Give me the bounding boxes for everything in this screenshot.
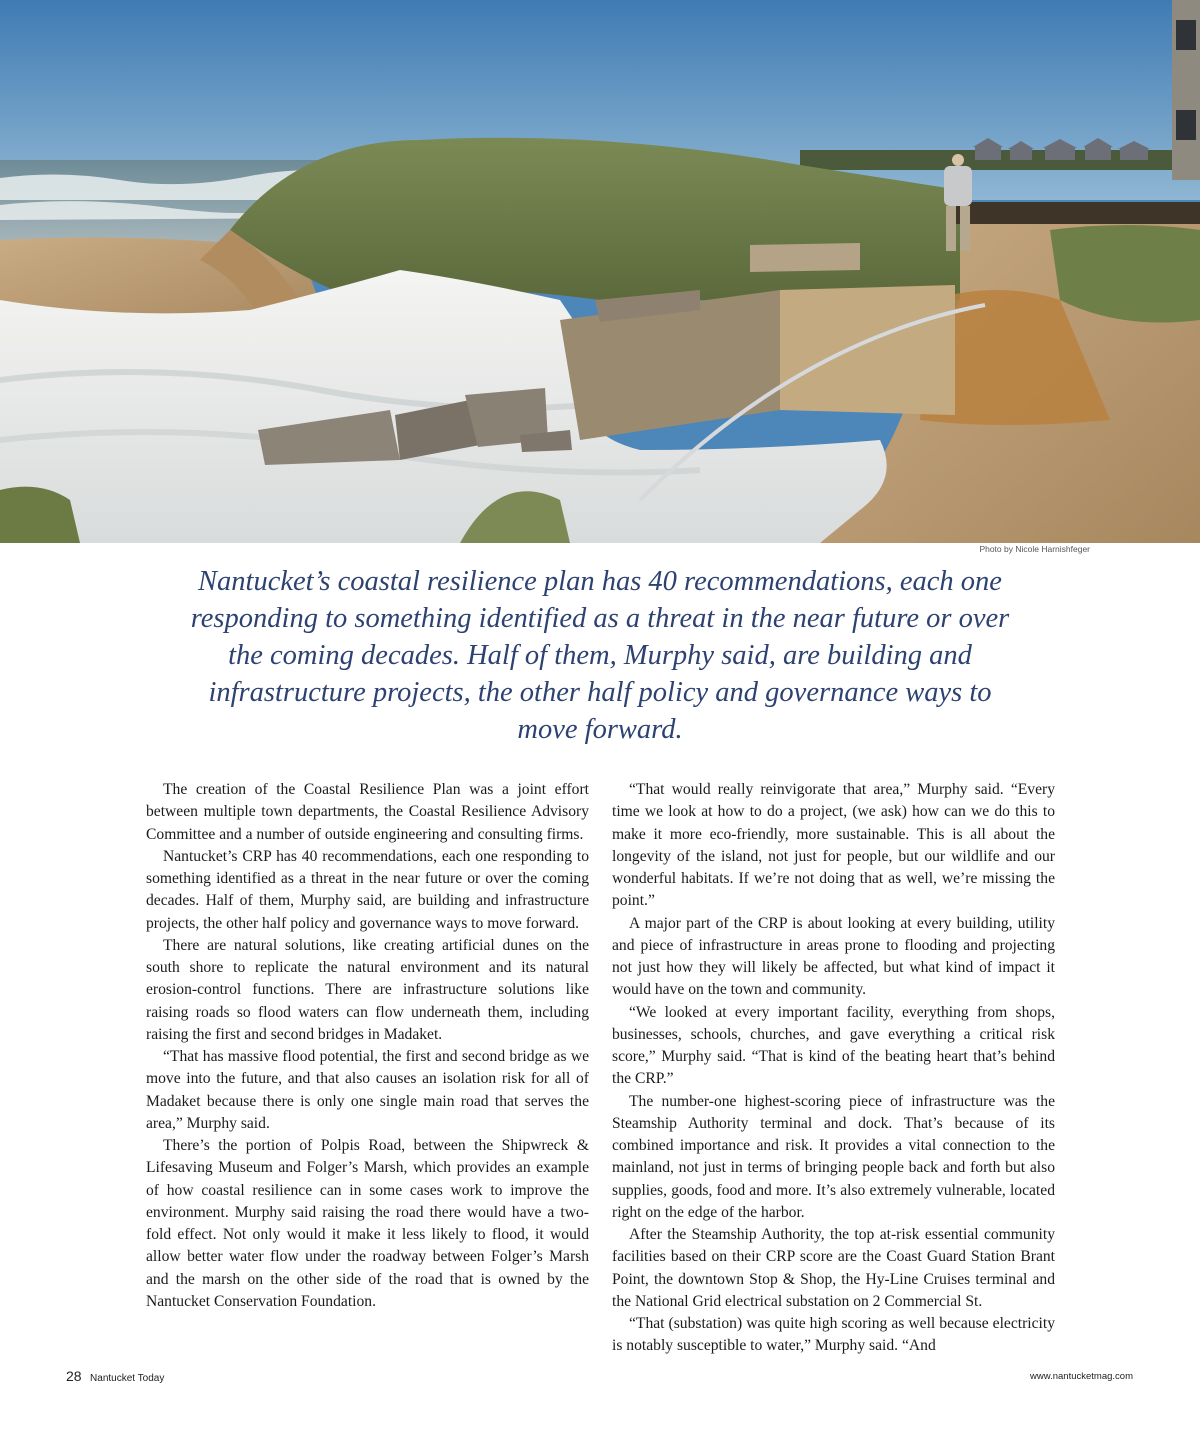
deck-railing — [955, 202, 1200, 224]
paragraph: There’s the portion of Polpis Road, between the Shipwreck & Lifesaving Museum and Folger’s Marsh, which provides an example of how coastal resilience can in some cases work to improve the environment. Murphy said raising the road there would have a two-fold effect. Not only would it make it less likely to flood, it would allow better water flow under the roadway between Folger’s Marsh and the marsh on the other side of the road that is owned by the Nantucket Conservation Foundation. — [146, 1137, 589, 1310]
photo-credit: Photo by Nicole Harnishfeger — [979, 544, 1090, 554]
paragraph: “That would really reinvigorate that area,” Murphy said. “Every time we look at how to do a project, (we ask) how can we do this to make it more eco-friendly, more sustainable. This is all about the longevity of the island, not just for people, but our wildlife and our wonderful habitats. If we’re not doing that as well, we’re missing the point.” — [612, 781, 1055, 910]
hero-photo — [0, 0, 1200, 543]
pull-quote: Nantucket’s coastal resilience plan has 40 recommendations, each one responding to something identified as a threat in the near future or over the coming decades. Half of them, Murphy said, are building and infrastructure projects, the other half policy and governance ways to move forward. — [190, 566, 1010, 745]
page-number: 28 — [66, 1368, 82, 1384]
article-column-left — [146, 779, 589, 1313]
paragraph: A major part of the CRP is about looking at every building, utility and piece of infrastructure in areas prone to flooding and projecting not just how they will likely be affected, but what kind of impact it would have on the town and community. — [612, 914, 1055, 999]
paragraph: Nantucket’s CRP has 40 recommendations, each one responding to something identified as a threat in the near future or over the coming decades. Half of them, Murphy said, are building and infrastructure projects, the other half policy and governance ways to move forward. — [146, 847, 589, 932]
website-url: www.nantucketmag.com — [1030, 1371, 1133, 1382]
paragraph: “We looked at every important facility, everything from shops, businesses, schools, churches, and gave everything a critical risk score,” Murphy said. “That is kind of the beating heart that’s behind the CRP.” — [612, 1003, 1055, 1088]
paragraph: “That (substation) was quite high scoring as well because electricity is notably susceptible to water,” Murphy said. “And — [612, 1315, 1055, 1355]
folio — [66, 1368, 164, 1386]
paragraph: After the Steamship Authority, the top at-risk essential community facilities based on their CRP score are the Coast Guard Station Brant Point, the downtown Stop & Shop, the Hy-Line Cruises terminal and the National Grid electrical substation on 2 Commercial St. — [612, 1226, 1055, 1310]
paragraph: The creation of the Coastal Resilience Plan was a joint effort between multiple town departments, the Coastal Resilience Advisory Committee and a number of outside engineering and consulting firms. — [146, 781, 589, 843]
article-column-right — [612, 779, 1055, 1358]
paragraph: “That has massive flood potential, the first and second bridge as we move into the future, and that also causes an isolation risk for all of Madaket because there is only one single main road that serves the area,” Murphy said. — [146, 1048, 589, 1132]
paragraph: There are natural solutions, like creating artificial dunes on the south shore to replicate the natural environment and its natural erosion-control functions. There are infrastructure solutions like raising roads so flood waters can flow underneath them, including raising the first and second bridges in Madaket. — [146, 936, 589, 1043]
magazine-name: Nantucket Today — [90, 1373, 165, 1384]
paragraph: The number-one highest-scoring piece of infrastructure was the Steamship Authority terminal and dock. That’s because of its combined importance and risk. It provides a vital connection to the mainland, not just in terms of bringing people back and forth but also supplies, goods, food and more. It’s also extremely vulnerable, located right on the edge of the harbor. — [612, 1092, 1055, 1221]
coastal-erosion-illustration — [0, 0, 1200, 543]
